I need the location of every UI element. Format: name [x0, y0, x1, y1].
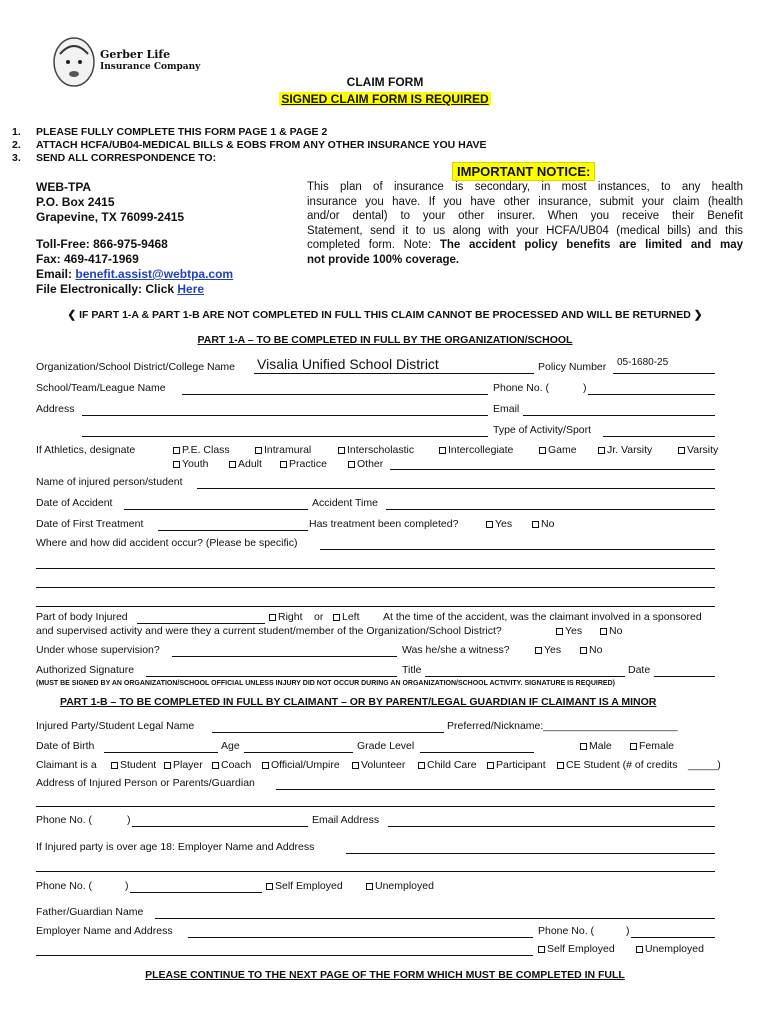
accident-time-label: Accident Time — [312, 497, 378, 509]
dob-label: Date of Birth — [36, 740, 95, 752]
notice-line: and/or dental) to your other insurer. When you receive their Benefit — [307, 210, 743, 222]
checkbox-icon — [262, 762, 269, 769]
body-part-field[interactable] — [137, 623, 265, 624]
checkbox-other[interactable]: Other — [348, 458, 383, 470]
address-name: WEB-TPA — [36, 180, 92, 194]
athletics-label: If Athletics, designate — [36, 444, 136, 456]
father-guardian-field[interactable] — [155, 918, 715, 919]
checkbox-game[interactable]: Game — [539, 444, 577, 456]
checkbox-jr-varsity[interactable]: Jr. Varsity — [598, 444, 652, 456]
checkbox-icon — [532, 521, 539, 528]
claimant-address-line-2[interactable] — [36, 806, 715, 807]
checkbox-icon — [580, 743, 587, 750]
address-fax: Fax: 469-417-1969 — [36, 252, 139, 266]
notice-line: This plan of insurance is secondary, in most instances, to any health — [307, 181, 743, 193]
processing-warning: IF PART 1-A & PART 1-B ARE NOT COMPLETED IN FULL THIS CLAIM CANNOT BE PROCESSED AND WILL BE RETURNED — [79, 309, 691, 321]
checkbox-intercollegiate[interactable]: Intercollegiate — [439, 444, 513, 456]
important-notice-text — [307, 180, 743, 267]
checkbox-icon — [212, 762, 219, 769]
org-name-label: Organization/School District/College Name — [36, 361, 236, 373]
team-name-field[interactable] — [182, 394, 488, 395]
first-treatment-field[interactable] — [158, 530, 308, 531]
title-field[interactable] — [425, 676, 625, 677]
address-box: P.O. Box 2415 — [36, 195, 115, 209]
sponsored-question-2: and supervised activity and were they a current student/member of the Organization/School District? — [36, 625, 502, 637]
instruction-2-num: 2. — [12, 139, 21, 151]
org-name-value[interactable]: Visalia Unified School District — [257, 356, 439, 372]
date-label: Date — [628, 664, 651, 676]
accident-description-line-3[interactable] — [36, 587, 715, 588]
checkbox-volunteer[interactable]: Volunteer — [352, 759, 405, 771]
claimant-type-label: Claimant is a — [36, 759, 97, 771]
grade-field[interactable] — [420, 752, 534, 753]
injured-name-label: Name of injured person/student — [36, 476, 183, 488]
accident-description-field[interactable] — [320, 549, 715, 550]
supervision-field[interactable] — [172, 656, 397, 657]
first-treatment-label: Date of First Treatment — [36, 518, 144, 530]
checkbox-official-umpire[interactable]: Official/Umpire — [262, 759, 340, 771]
instruction-3: SEND ALL CORRESPONDENCE TO: — [36, 152, 217, 164]
accident-time-field[interactable] — [386, 509, 715, 510]
checkbox-icon — [556, 628, 563, 635]
employer-line-2[interactable] — [36, 871, 715, 872]
checkbox-interscholastic[interactable]: Interscholastic — [338, 444, 414, 456]
claimant-phone-close: ) — [127, 814, 131, 826]
file-electronically-label: File Electronically: Click — [36, 282, 178, 296]
accident-description-line-4[interactable] — [36, 606, 715, 607]
checkbox-icon — [600, 628, 607, 635]
checkbox-icon — [678, 447, 685, 454]
signature-note: (MUST BE SIGNED BY AN ORGANIZATION/SCHOOL OFFICIAL UNLESS INJURY DID NOT OCCUR DURING AN ORGANIZATION/SCHOOL ACTIVITY. SIGNATURE IS REQUIRED) — [36, 680, 615, 687]
age-field[interactable] — [244, 752, 353, 753]
org-email-field[interactable] — [523, 415, 715, 416]
part-1a-heading: PART 1-A – TO BE COMPLETED IN FULL BY THE ORGANIZATION/SCHOOL — [197, 334, 573, 346]
org-address-label: Address — [36, 403, 75, 415]
org-phone-close: ) — [583, 382, 587, 394]
employer-label: If Injured party is over age 18: Employer Name and Address — [36, 841, 315, 853]
checkbox-treatment-no[interactable]: No — [532, 518, 554, 530]
activity-label: Type of Activity/Sport — [493, 424, 592, 436]
witness-label: Was he/she a witness? — [402, 644, 510, 656]
checkbox-icon — [111, 762, 118, 769]
checkbox-icon — [338, 447, 345, 454]
supervision-label: Under whose supervision? — [36, 644, 160, 656]
body-part-label: Part of body Injured — [36, 611, 128, 623]
org-address-field-2[interactable] — [82, 436, 488, 437]
logo-line1: Gerber Life — [100, 48, 171, 61]
checkbox-icon — [269, 614, 276, 621]
team-name-label: School/Team/League Name — [36, 382, 166, 394]
checkbox-right[interactable]: Right — [269, 611, 303, 623]
guardian-phone-field[interactable] — [631, 937, 715, 938]
notice-line: completed form. Note: — [307, 239, 440, 251]
checkbox-icon — [255, 447, 262, 454]
accident-date-label: Date of Accident — [36, 497, 113, 509]
checkbox-sponsored-no[interactable]: No — [600, 625, 622, 637]
checkbox-intramural[interactable]: Intramural — [255, 444, 311, 456]
claimant-email-label: Email Address — [312, 814, 380, 826]
checkbox-icon — [636, 946, 643, 953]
checkbox-guardian-unemployed[interactable]: Unemployed — [636, 943, 704, 955]
claimant-address-label: Address of Injured Person or Parents/Guardian — [36, 777, 255, 789]
policy-number-label: Policy Number — [538, 361, 607, 373]
logo-line2: Insurance Company — [100, 62, 201, 72]
sponsored-question-1: At the time of the accident, was the claimant involved in a sponsored — [383, 611, 702, 623]
other-activity-field[interactable] — [390, 469, 715, 470]
checkbox-male[interactable]: Male — [580, 740, 612, 752]
address-tollfree: Toll-Free: 866-975-9468 — [36, 237, 168, 251]
age-label: Age — [221, 740, 240, 752]
checkbox-icon — [580, 647, 587, 654]
father-guardian-label: Father/Guardian Name — [36, 906, 144, 918]
checkbox-icon — [229, 461, 236, 468]
checkbox-icon — [630, 743, 637, 750]
ce-credits-field[interactable]: _____) — [688, 759, 721, 771]
checkbox-icon — [598, 447, 605, 454]
arrow-right-icon: ❯ — [693, 309, 703, 321]
checkbox-icon — [333, 614, 340, 621]
checkbox-ce-student[interactable]: CE Student (# of credits — [557, 759, 677, 771]
claimant-phone-field[interactable] — [132, 826, 308, 827]
checkbox-icon — [418, 762, 425, 769]
email-link[interactable]: benefit.assist@webtpa.com — [75, 267, 234, 281]
accident-date-field[interactable] — [124, 509, 308, 510]
checkbox-witness-no[interactable]: No — [580, 644, 602, 656]
checkbox-icon — [487, 762, 494, 769]
checkbox-icon — [173, 447, 180, 454]
policy-number-value[interactable]: 05-1680-25 — [617, 357, 669, 368]
checkbox-adult[interactable]: Adult — [229, 458, 262, 470]
dob-field[interactable] — [104, 752, 218, 753]
guardian-employer-line-2[interactable] — [36, 955, 533, 956]
claimant-email-field[interactable] — [388, 826, 715, 827]
checkbox-icon — [266, 883, 273, 890]
employer-phone-close: ) — [125, 880, 129, 892]
notice-bold-end: not provide 100% coverage. — [307, 253, 460, 266]
employer-phone-label: Phone No. ( — [36, 880, 93, 892]
checkbox-coach[interactable]: Coach — [212, 759, 251, 771]
instruction-1: PLEASE FULLY COMPLETE THIS FORM PAGE 1 & PAGE 2 — [36, 126, 328, 138]
checkbox-icon — [538, 946, 545, 953]
or-label: or — [314, 611, 324, 623]
checkbox-icon — [557, 762, 564, 769]
notice-bold: The accident policy benefits are limited and may — [439, 239, 743, 251]
checkbox-icon — [280, 461, 287, 468]
org-email-label: Email — [493, 403, 520, 415]
grade-label: Grade Level — [357, 740, 415, 752]
page-title: CLAIM FORM — [346, 75, 424, 89]
checkbox-icon — [366, 883, 373, 890]
instruction-3-num: 3. — [12, 152, 21, 164]
checkbox-icon — [348, 461, 355, 468]
claimant-address-field[interactable] — [276, 789, 715, 790]
email-label: Email: — [36, 267, 76, 281]
org-phone-label: Phone No. ( — [493, 382, 550, 394]
checkbox-left[interactable]: Left — [333, 611, 360, 623]
employer-field[interactable] — [346, 853, 715, 854]
date-field[interactable] — [654, 676, 715, 677]
notice-line: Statement, send it to us along with your HCFA/UB04 (medical bills) and this — [307, 224, 743, 237]
checkbox-treatment-yes[interactable]: Yes — [486, 518, 512, 530]
accident-description-label: Where and how did accident occur? (Please be specific) — [36, 537, 298, 549]
address-city: Grapevine, TX 76099-2415 — [36, 210, 185, 224]
checkbox-student[interactable]: Student — [111, 759, 156, 771]
checkbox-icon — [439, 447, 446, 454]
checkbox-female[interactable]: Female — [630, 740, 674, 752]
checkbox-icon — [539, 447, 546, 454]
file-electronically-link[interactable]: Here — [177, 282, 205, 296]
guardian-phone-label: Phone No. ( — [538, 925, 595, 937]
instruction-1-num: 1. — [12, 126, 21, 138]
checkbox-icon — [164, 762, 171, 769]
checkbox-icon — [352, 762, 359, 769]
checkbox-witness-yes[interactable]: Yes — [535, 644, 561, 656]
checkbox-child-care[interactable]: Child Care — [418, 759, 477, 771]
accident-description-line-2[interactable] — [36, 568, 715, 569]
checkbox-varsity[interactable]: Varsity — [678, 444, 718, 456]
nickname-label: Preferred/Nickname:_______________________ — [447, 720, 678, 732]
checkbox-icon — [486, 521, 493, 528]
instruction-2: ATTACH HCFA/UB04-MEDICAL BILLS & EOBS FROM ANY OTHER INSURANCE YOU HAVE — [36, 139, 487, 151]
org-phone-field[interactable] — [588, 394, 715, 395]
checkbox-practice[interactable]: Practice — [280, 458, 327, 470]
title-label: Title — [402, 664, 422, 676]
employer-phone-field[interactable] — [130, 892, 262, 893]
signature-field[interactable] — [146, 676, 397, 677]
guardian-employer-field[interactable] — [188, 937, 533, 938]
checkbox-icon — [173, 461, 180, 468]
checkbox-unemployed[interactable]: Unemployed — [366, 880, 434, 892]
checkbox-participant[interactable]: Participant — [487, 759, 546, 771]
legal-name-label: Injured Party/Student Legal Name — [36, 720, 195, 732]
treatment-completed-label: Has treatment been completed? — [309, 518, 459, 530]
claimant-phone-label: Phone No. ( — [36, 814, 93, 826]
checkbox-sponsored-yes[interactable]: Yes — [556, 625, 582, 637]
checkbox-guardian-self-employed[interactable]: Self Employed — [538, 943, 615, 955]
activity-field[interactable] — [603, 436, 715, 437]
continue-note: PLEASE CONTINUE TO THE NEXT PAGE OF THE FORM WHICH MUST BE COMPLETED IN FULL — [145, 969, 625, 981]
checkbox-player[interactable]: Player — [164, 759, 203, 771]
checkbox-youth[interactable]: Youth — [173, 458, 208, 470]
signed-required-note: SIGNED CLAIM FORM IS REQUIRED — [281, 92, 489, 106]
checkbox-self-employed[interactable]: Self Employed — [266, 880, 343, 892]
legal-name-field[interactable] — [212, 732, 444, 733]
guardian-employer-label: Employer Name and Address — [36, 925, 173, 937]
injured-name-field[interactable] — [197, 488, 715, 489]
notice-line: insurance you have. If you have other insurance, submit your claim (health — [307, 195, 743, 208]
important-notice-title: IMPORTANT NOTICE: — [452, 162, 595, 181]
checkbox-icon — [535, 647, 542, 654]
signature-label: Authorized Signature — [36, 664, 135, 676]
arrow-left-icon: ❮ — [67, 309, 77, 321]
org-address-field[interactable] — [82, 415, 488, 416]
guardian-phone-close: ) — [626, 925, 630, 937]
checkbox-pe-class[interactable]: P.E. Class — [173, 444, 230, 456]
part-1b-heading: PART 1-B – TO BE COMPLETED IN FULL BY CLAIMANT – OR BY PARENT/LEGAL GUARDIAN IF CLAIMANT IS A MINOR — [60, 696, 657, 708]
